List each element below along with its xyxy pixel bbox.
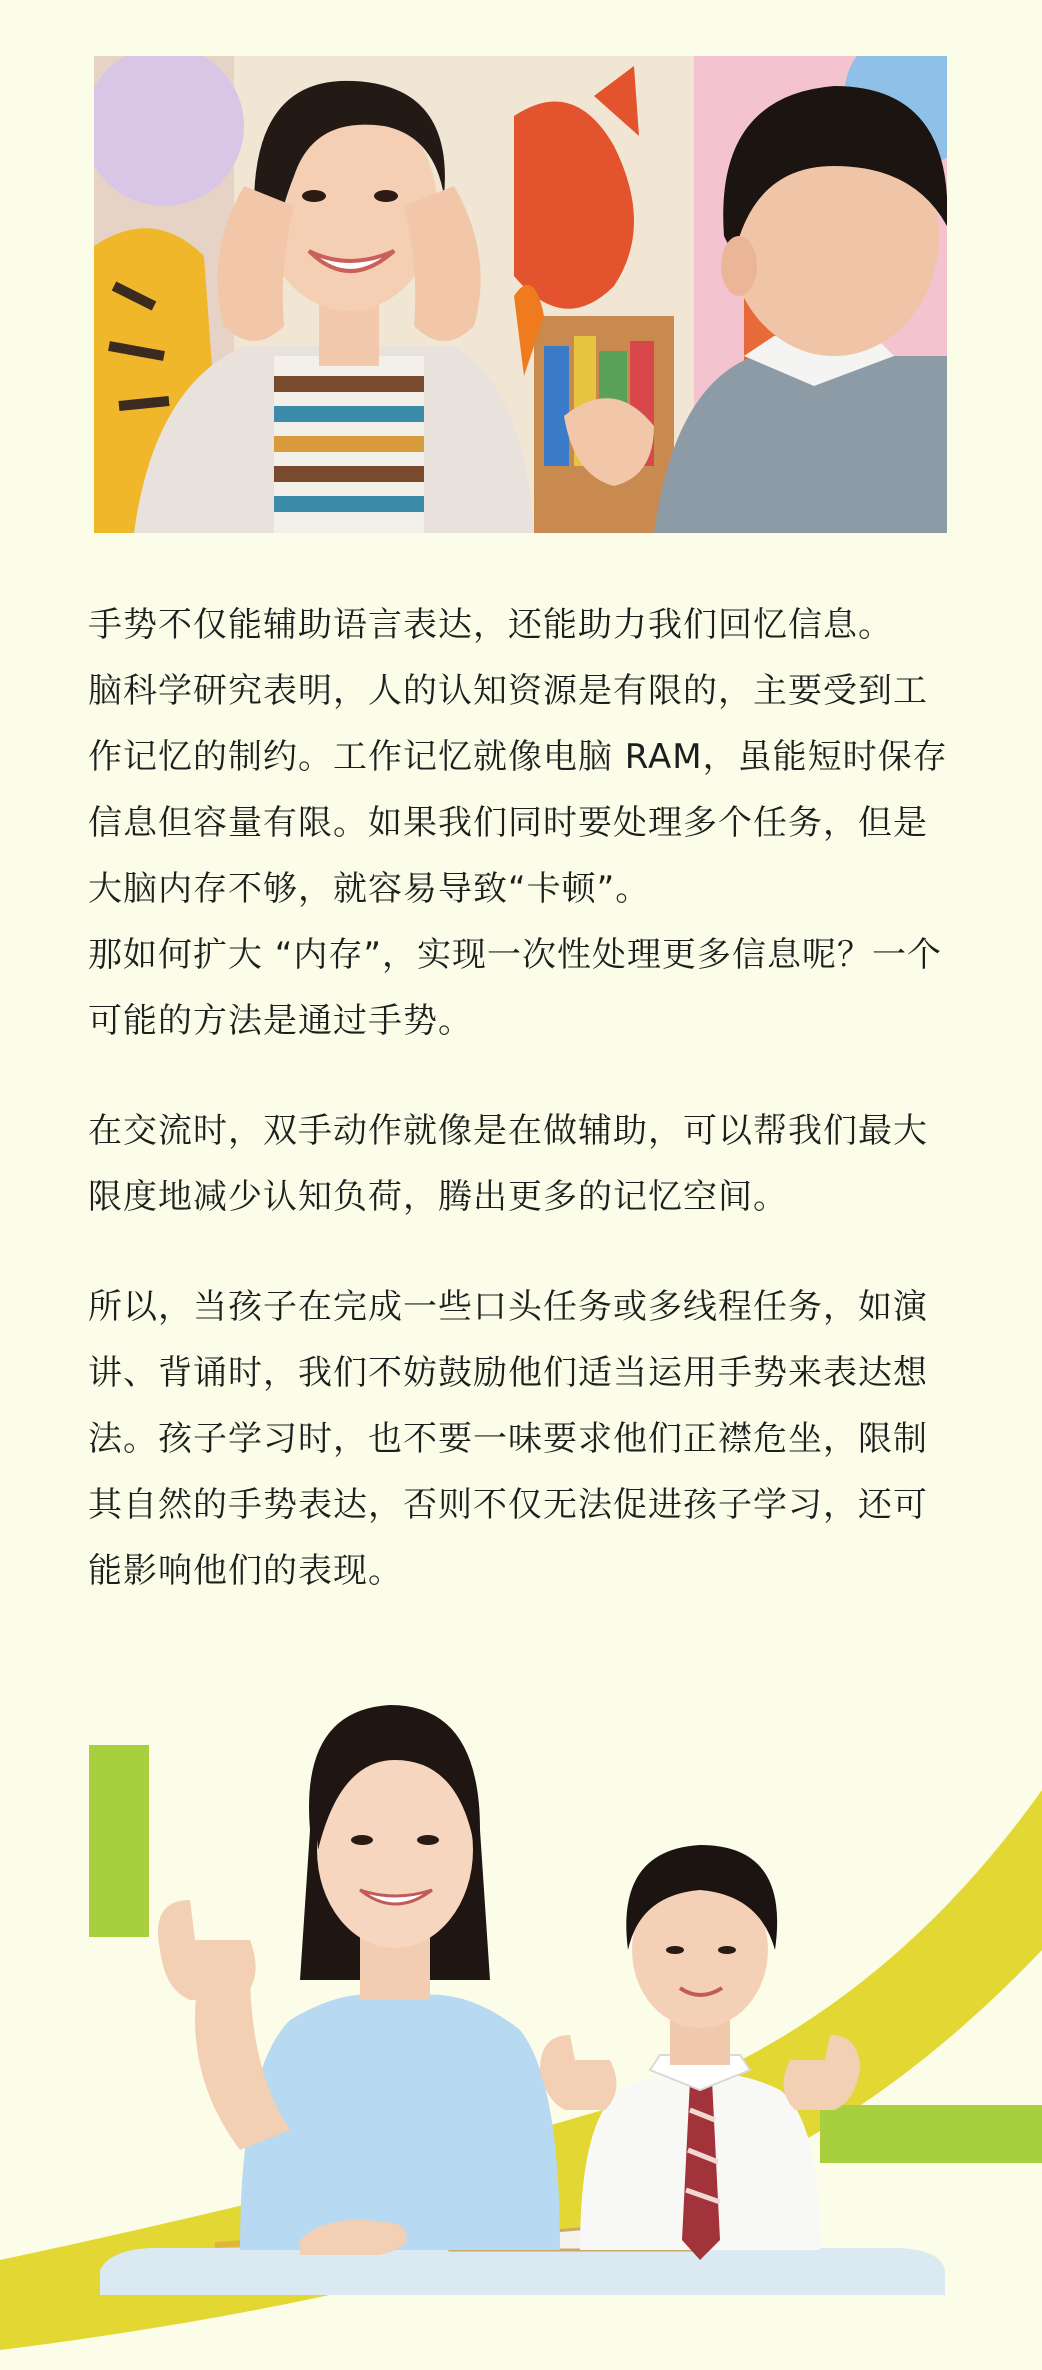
green-stripe-decoration bbox=[820, 2105, 1042, 2163]
text-line: 讲、背诵时，我们不妨鼓励他们适当运用手势来表达想 bbox=[88, 1353, 928, 1393]
text-line: 可能的方法是通过手势。 bbox=[88, 1001, 473, 1041]
text-line: 手势不仅能辅助语言表达，还能助力我们回忆信息。 bbox=[88, 605, 893, 645]
text-line: 那如何扩大 “内存”，实现一次性处理更多信息呢？一个 bbox=[88, 935, 943, 975]
text-line: 作记忆的制约。工作记忆就像电脑 RAM，虽能短时保存 bbox=[88, 737, 948, 777]
paragraph-3 bbox=[88, 1274, 954, 1604]
green-bar-decoration bbox=[89, 1745, 149, 1937]
text-line: 脑科学研究表明，人的认知资源是有限的，主要受到工 bbox=[88, 671, 928, 711]
text-line: 在交流时，双手动作就像是在做辅助，可以帮我们最大 bbox=[88, 1111, 928, 1151]
text-line: 所以，当孩子在完成一些口头任务或多线程任务，如演 bbox=[88, 1287, 928, 1327]
article-body bbox=[88, 592, 954, 1604]
teacher-and-child-photo bbox=[94, 56, 947, 533]
paragraph-1 bbox=[88, 592, 954, 1054]
text-line: 信息但容量有限。如果我们同时要处理多个任务，但是 bbox=[88, 803, 928, 843]
text-line: 限度地减少认知负荷，腾出更多的记忆空间。 bbox=[88, 1177, 788, 1217]
text-line: 大脑内存不够，就容易导致“卡顿”。 bbox=[88, 869, 651, 909]
text-line: 能影响他们的表现。 bbox=[88, 1551, 403, 1591]
paragraph-spacer bbox=[88, 1230, 954, 1274]
text-line: 法。孩子学习时，也不要一味要求他们正襟危坐，限制 bbox=[88, 1419, 928, 1459]
thumbs-up-illustration bbox=[0, 1650, 1042, 2370]
paragraph-spacer bbox=[88, 1054, 954, 1098]
text-line: 其自然的手势表达，否则不仅无法促进孩子学习，还可 bbox=[88, 1485, 928, 1525]
photo-illustration bbox=[94, 56, 947, 533]
illustration-svg bbox=[0, 1650, 1042, 2370]
paragraph-2 bbox=[88, 1098, 954, 1230]
